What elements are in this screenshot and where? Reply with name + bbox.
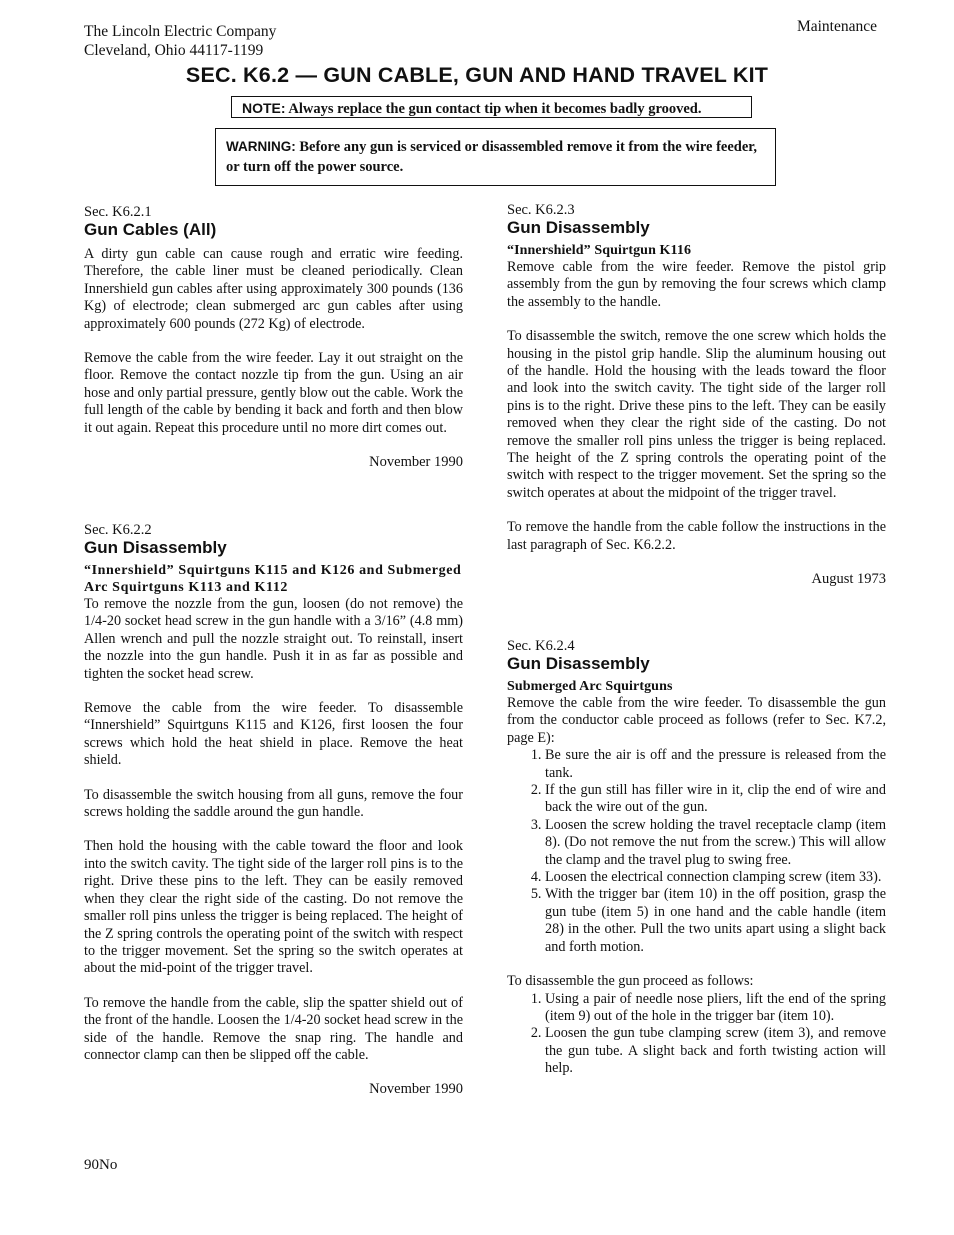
paragraph: Then hold the housing with the cable toward the floor and look into the switch cavity. The tight side of the larger roll pins is to the right. Drive these pins to the left. They can be easily removed when they clear the right side of the casting. Do not remove the smaller roll pins unless the trigger is being replaced. The height of the Z spring controls the operating point of the switch with respect to the trigger movement. Set the spring so the switch operates at about the mid-point of the trigger travel.: [84, 838, 463, 977]
list-item: 3. Loosen the screw holding the travel receptacle clamp (item 8). (Do not remove the nut from the screw.) This will allow the clamp and the travel plug to swing free.: [545, 817, 886, 869]
section-tag: Maintenance: [796, 18, 877, 35]
section-number: Sec. K6.2.2: [84, 522, 152, 538]
company-address: [84, 22, 276, 60]
paragraph: To disassemble the switch housing from all guns, remove the four screws holding the saddle around the gun handle.: [84, 786, 463, 821]
revision-date: November 1990: [369, 1081, 463, 1098]
section-heading: Gun Disassembly: [84, 538, 227, 557]
section-k6-2-4: [507, 638, 886, 1078]
warning-label: WARNING:: [226, 139, 296, 154]
paragraph: To remove the nozzle from the gun, loosen (do not remove) the 1/4-20 socket head screw in the gun handle with a 3/16” (4.8 mm) Allen wrench and pull the nozzle straight out. To reinstall, insert the nozzle into the gun handle. Push it in as far as possible and tighten the socket head screw.: [84, 596, 463, 682]
procedure-list: [507, 747, 886, 956]
company-city: Cleveland, Ohio 44117-1199: [84, 42, 264, 59]
section-heading: Gun Disassembly: [507, 654, 650, 673]
note-label: NOTE:: [242, 100, 286, 116]
list-item: 2. Loosen the gun tube clamping screw (item 3), and remove the gun tube. A slight back and forth twisting action will help.: [545, 1025, 886, 1077]
note-box: [231, 96, 752, 118]
subheading: “Innershield” Squirtgun K116: [507, 243, 692, 258]
section-k6-2-2: [84, 522, 463, 1098]
list-item: 1. Be sure the air is off and the pressure is released from the tank.: [545, 747, 886, 782]
paragraph: Remove cable from the wire feeder. Remove the pistol grip assembly from the gun by removing the four screws which clamp the assembly to the handle.: [507, 259, 886, 310]
warning-text: Before any gun is serviced or disassembled remove it from the wire feeder, or turn off the power source.: [226, 139, 757, 175]
section-number: Sec. K6.2.1: [84, 204, 152, 220]
paragraph: To remove the handle from the cable follow the instructions in the last paragraph of Sec. K6.2.2.: [507, 519, 886, 553]
note-text: Always replace the gun contact tip when it becomes badly grooved.: [285, 101, 702, 117]
section-k6-2-3: [507, 202, 886, 588]
revision-date: November 1990: [369, 454, 463, 471]
page-title: SEC. K6.2 — GUN CABLE, GUN AND HAND TRAVEL KIT: [185, 63, 769, 87]
warning-box: [215, 128, 776, 186]
list-item: 4. Loosen the electrical connection clamping screw (item 33).: [545, 869, 886, 886]
section-number: Sec. K6.2.4: [507, 638, 575, 654]
section-heading: Gun Cables (All): [84, 220, 217, 239]
paragraph: To disassemble the gun proceed as follows:: [507, 973, 754, 990]
page-footer-code: 90No: [84, 1157, 118, 1173]
list-item: 1. Using a pair of needle nose pliers, lift the end of the spring (item 9) out of the hole in the trigger bar (item 10).: [545, 991, 886, 1026]
list-item: 5. With the trigger bar (item 10) in the off position, grasp the gun tube (item 5) in one hand and the cable handle (item 28) in the other. Pull the two units apart using a slight back and forth motion.: [545, 886, 886, 956]
paragraph: Remove the cable from the wire feeder. Lay it out straight on the floor. Remove the contact nozzle tip from the gun. Using an air hose and only partial pressure, gently blow out the cable. Work the full length of the cable by bending it back and forth and then blow it out again. Repeat this procedure until no more dirt comes out.: [84, 350, 463, 436]
procedure-list: [507, 991, 886, 1078]
section-heading: Gun Disassembly: [507, 218, 650, 237]
company-name: The Lincoln Electric Company: [84, 23, 277, 40]
paragraph: A dirty gun cable can cause rough and erratic wire feeding. Therefore, the cable liner must be cleaned periodically. Clean Innershield gun cables after using approximately 300 pounds (136 Kg) of electrode; clean submerged arc gun cables after using approximately 600 pounds (272 Kg) of electrode.: [84, 246, 463, 332]
paragraph: To disassemble the switch, remove the one screw which holds the housing in the pistol grip handle. Slip the aluminum housing out of the handle. Hold the housing with the leads toward the floor and look into the switch cavity. The tight side of the larger roll pins is to the right. Drive these pins to the left. They can be easily removed when they clear the right side of the casting. Do not remove the smaller roll pins unless the trigger is being replaced. The height of the Z spring controls the operating point of the switch with respect to the trigger movement. Set the spring so the switch operates at about the midpoint of the trigger travel.: [507, 328, 886, 501]
paragraph: Remove the cable from the wire feeder. To disassemble “Innershield” Squirtguns K115 and K126, first loosen the four screws which hold the heat shield in place. Remove the heat shield.: [84, 700, 463, 769]
section-k6-2-1: [84, 204, 463, 471]
paragraph: Remove the cable from the wire feeder. To disassemble the gun from the conductor cable proceed as follows (refer to Sec. K7.2, page E):: [507, 695, 886, 746]
subheading: “Innershield” Squirtguns K115 and K126 and Submerged Arc Squirtguns K113 and K112: [84, 563, 462, 595]
subheading: Submerged Arc Squirtguns: [507, 679, 673, 694]
section-number: Sec. K6.2.3: [507, 202, 575, 218]
paragraph: To remove the handle from the cable, slip the spatter shield out of the front of the handle. Loosen the 1/4-20 socket head screw in the side of the handle. Remove the snap ring. The handle and connector clamp can then be slipped off the cable.: [84, 994, 463, 1063]
revision-date: August 1973: [811, 571, 886, 588]
list-item: 2. If the gun still has filler wire in it, clip the end of wire and back the wire out of the gun.: [545, 782, 886, 817]
